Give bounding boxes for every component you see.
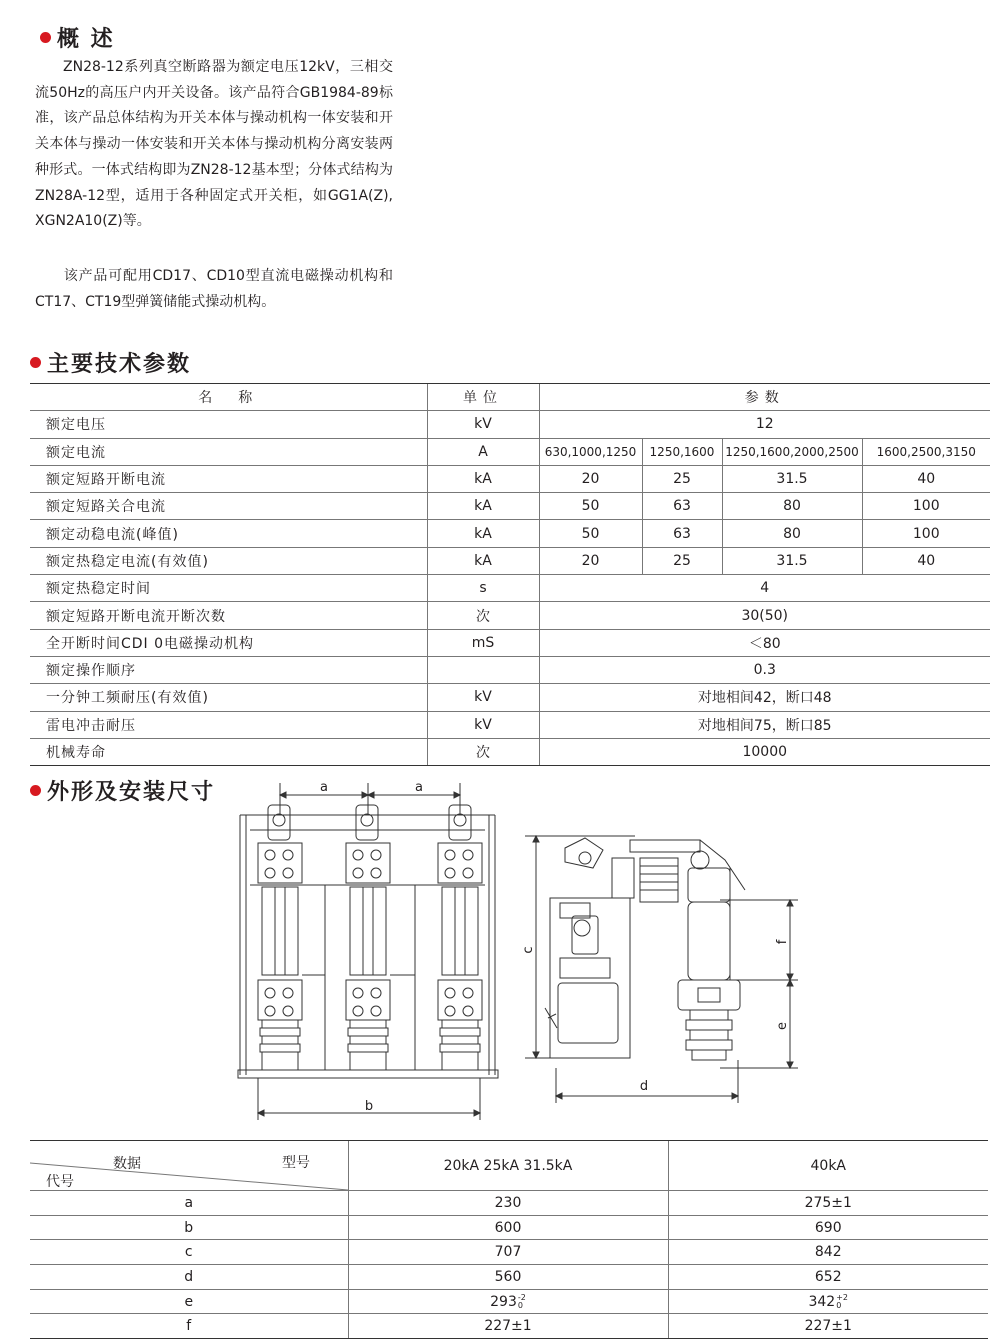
spec-unit: mS: [427, 629, 539, 656]
spec-value: 0.3: [539, 656, 990, 683]
spec-value: 50: [539, 520, 642, 547]
tolerance-lower: 0: [517, 1300, 523, 1310]
tolerance: [836, 1294, 848, 1310]
dimension-code: c: [30, 1240, 348, 1265]
spec-value: 31.5: [722, 465, 862, 492]
spec-value: 40: [862, 465, 990, 492]
dimension-code: d: [30, 1265, 348, 1290]
specs-table: [30, 383, 990, 766]
dimension-row: [30, 1289, 988, 1314]
spec-value: 63: [642, 520, 722, 547]
overview-para2-text: 该产品可配用CD17、CD10型直流电磁操动机构和CT17、CT19型弹簧储能式操动机构。: [35, 268, 393, 310]
dimension-value: [348, 1314, 668, 1339]
spec-value: 30(50): [539, 602, 990, 629]
dimensions-header-row: [30, 1141, 988, 1191]
dimension-value: [668, 1191, 988, 1216]
dimension-value-text: 230: [494, 1194, 522, 1211]
specs-row: [30, 520, 990, 547]
dimension-value-text: 227±1: [804, 1318, 852, 1335]
dimension-value-text: 227±1: [484, 1318, 532, 1335]
spec-value: 1250,1600,2000,2500: [722, 438, 862, 465]
spec-unit: A: [427, 438, 539, 465]
specs-row: [30, 684, 990, 711]
dim-label-c: c: [521, 946, 536, 954]
section-title-overview: [40, 22, 115, 53]
specs-title: 主要技术参数: [47, 352, 192, 377]
overview-paragraph-1: [35, 55, 393, 235]
pole-3: [438, 805, 482, 1070]
spec-unit: kV: [427, 684, 539, 711]
dimension-value: [668, 1240, 988, 1265]
spec-value: 100: [862, 493, 990, 520]
tolerance-upper: +2: [836, 1292, 849, 1302]
dimension-value-text: 600: [494, 1219, 522, 1236]
dimension-value-text: 342: [808, 1293, 836, 1310]
section-title-install: [30, 775, 215, 806]
specs-row: [30, 602, 990, 629]
spec-name: 额定短路开断电流: [30, 465, 427, 492]
spec-unit: kA: [427, 547, 539, 574]
spec-name: 雷电冲击耐压: [30, 711, 427, 738]
spec-value: 80: [722, 493, 862, 520]
tolerance-upper: -2: [517, 1292, 526, 1302]
header-name: 名 称: [30, 384, 427, 411]
spec-value: 对地相间75，断口85: [539, 711, 990, 738]
spec-name: 额定操作顺序: [30, 656, 427, 683]
spec-value: 31.5: [722, 547, 862, 574]
specs-row: [30, 656, 990, 683]
dim-label-d: d: [639, 1079, 649, 1094]
dimension-value-text: 275±1: [804, 1194, 852, 1211]
specs-row: [30, 493, 990, 520]
dimension-value: [348, 1240, 668, 1265]
dimension-code: f: [30, 1314, 348, 1339]
tolerance-lower: 0: [836, 1300, 842, 1310]
dimensions-table: [30, 1140, 988, 1339]
dimension-value: [668, 1314, 988, 1339]
dimension-code: b: [30, 1215, 348, 1240]
spec-unit: 次: [427, 602, 539, 629]
spec-unit: kA: [427, 520, 539, 547]
dim-label-f: f: [775, 939, 790, 945]
dimension-value: [668, 1215, 988, 1240]
pole-1: [258, 805, 302, 1070]
header-unit: 单位: [427, 384, 539, 411]
spec-unit: s: [427, 575, 539, 602]
spec-value: 12: [539, 411, 990, 438]
tolerance: [518, 1294, 526, 1310]
specs-row: [30, 411, 990, 438]
spec-value: 40: [862, 547, 990, 574]
spec-name: 一分钟工频耐压(有效值): [30, 684, 427, 711]
spec-value: 20: [539, 465, 642, 492]
spec-unit: kV: [427, 711, 539, 738]
spec-value: 25: [642, 547, 722, 574]
side-view-drawing: [520, 828, 805, 1128]
dim-label-a1: a: [320, 780, 328, 795]
dimension-value-text: 707: [494, 1244, 522, 1261]
red-bullet-icon: [30, 785, 41, 796]
overview-title: 概 述: [57, 27, 115, 52]
dim-label-b: b: [364, 1099, 374, 1114]
operating-mechanism: [545, 838, 634, 1058]
corner-cell: [30, 1141, 348, 1191]
spec-value: 1250,1600: [642, 438, 722, 465]
spec-name: 额定电流: [30, 438, 427, 465]
header-params: 参数: [539, 384, 990, 411]
dimension-value: [348, 1265, 668, 1290]
dimension-row: [30, 1314, 988, 1339]
dimension-row: [30, 1240, 988, 1265]
dimension-value-text: 652: [814, 1268, 842, 1285]
corner-data-label: 数据: [113, 1156, 141, 1172]
spec-name: 额定热稳定电流(有效值): [30, 547, 427, 574]
dimension-value-text: 560: [494, 1268, 522, 1285]
dim-label-e: e: [775, 1022, 790, 1030]
dimension-value-text: 690: [814, 1219, 842, 1236]
spec-name: 全开断时间CDI 0电磁操动机构: [30, 629, 427, 656]
overview-paragraph-2: [35, 264, 393, 315]
col-header-1: 20kA 25kA 31.5kA: [348, 1141, 668, 1191]
dimension-value-text: 842: [814, 1244, 842, 1261]
spec-unit: kA: [427, 493, 539, 520]
dimension-value: [348, 1289, 668, 1314]
specs-row: [30, 629, 990, 656]
specs-header-row: [30, 384, 990, 411]
dimension-value: [668, 1265, 988, 1290]
spec-unit: 次: [427, 738, 539, 765]
dimension-row: [30, 1191, 988, 1216]
spec-unit: kV: [427, 411, 539, 438]
dimension-a-right: [368, 783, 460, 815]
spec-value: 100: [862, 520, 990, 547]
overview-para1-text: ZN28-12系列真空断路器为额定电压12kV，三相交流50Hz的高压户内开关设备。该产品符合GB1984-89标准，该产品总体结构为开关本体与操动机构一体安装和开关本体与操动一体安装和开关本体与操动机构分离安装两种形式。一体式结构即为ZN28-12基本型；分体式结构为ZN28A-12型，适用于各种固定式开关柜，如GG1A(Z), XGN2A10(Z)等。: [35, 59, 393, 230]
spec-name: 额定短路关合电流: [30, 493, 427, 520]
dimension-code: e: [30, 1289, 348, 1314]
specs-row: [30, 738, 990, 765]
spec-value: 1600,2500,3150: [862, 438, 990, 465]
dimension-code: a: [30, 1191, 348, 1216]
specs-row: [30, 438, 990, 465]
specs-row: [30, 547, 990, 574]
corner-model-label: 型号: [282, 1155, 310, 1171]
spec-name: 额定动稳电流(峰值): [30, 520, 427, 547]
specs-row: [30, 575, 990, 602]
spec-name: 额定短路开断电流开断次数: [30, 602, 427, 629]
dimension-value: [348, 1215, 668, 1240]
red-bullet-icon: [40, 32, 51, 43]
spec-unit: kA: [427, 465, 539, 492]
spec-value: 63: [642, 493, 722, 520]
specs-row: [30, 711, 990, 738]
dimension-value-text: 293: [490, 1293, 517, 1310]
spec-value: 4: [539, 575, 990, 602]
spec-value: 630,1000,1250: [539, 438, 642, 465]
install-title: 外形及安装尺寸: [47, 780, 216, 805]
dimension-row: [30, 1265, 988, 1290]
spec-value: 20: [539, 547, 642, 574]
dimension-row: [30, 1215, 988, 1240]
spec-value: 80: [722, 520, 862, 547]
spec-value: 对地相间42，断口48: [539, 684, 990, 711]
dimension-value: [668, 1289, 988, 1314]
pole-2: [346, 805, 390, 1070]
spec-name: 机械寿命: [30, 738, 427, 765]
front-view-drawing: [230, 775, 510, 1130]
dimension-value: [348, 1191, 668, 1216]
red-bullet-icon: [30, 357, 41, 368]
spec-name: 额定电压: [30, 411, 427, 438]
section-title-specs: [30, 347, 191, 378]
spec-value: 50: [539, 493, 642, 520]
col-header-2: 40kA: [668, 1141, 988, 1191]
spec-value: 10000: [539, 738, 990, 765]
side-pole: [678, 868, 740, 1060]
spec-value: 25: [642, 465, 722, 492]
spec-unit: [427, 656, 539, 683]
spec-name: 额定热稳定时间: [30, 575, 427, 602]
dim-label-a2: a: [415, 780, 423, 795]
spec-value: ＜80: [539, 629, 990, 656]
specs-row: [30, 465, 990, 492]
corner-code-label: 代号: [46, 1174, 74, 1190]
